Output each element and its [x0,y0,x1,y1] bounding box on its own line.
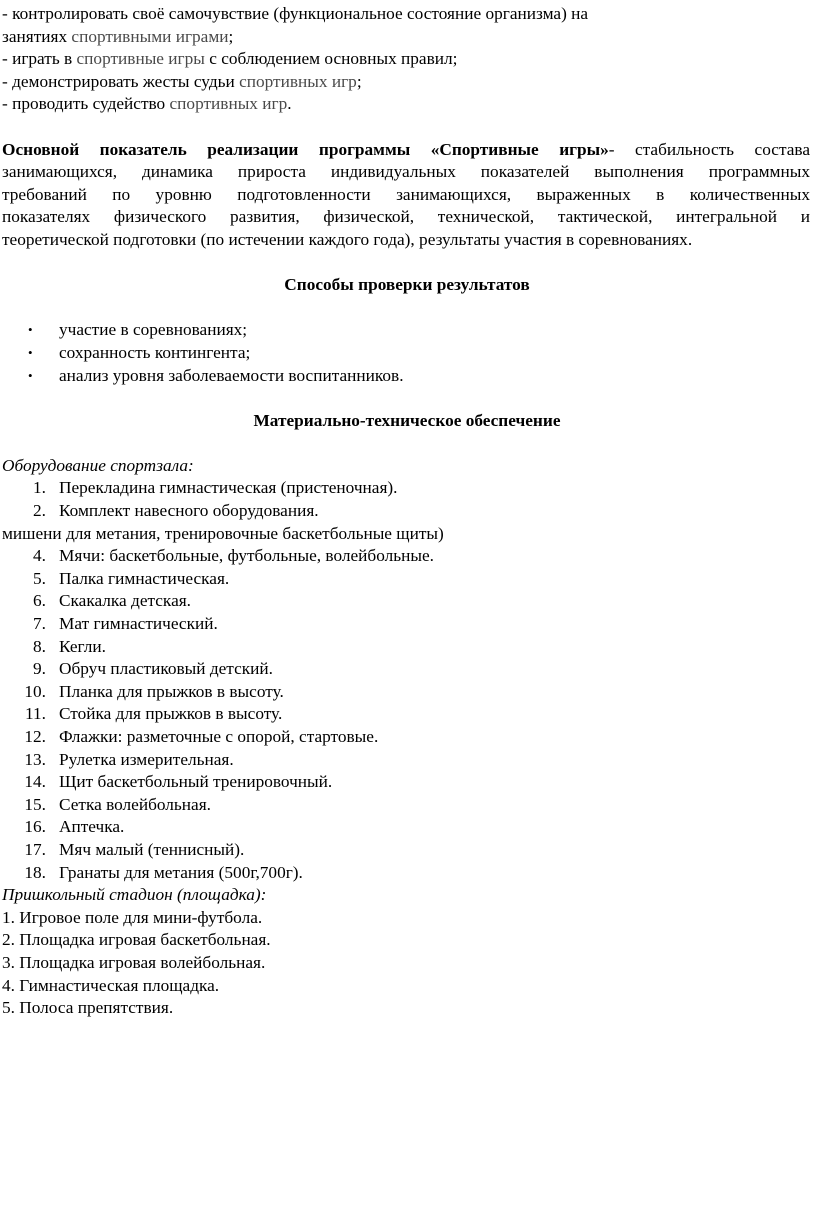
equipment-item [2,545,812,568]
item-text: Рулетка измерительная. [59,749,234,769]
material-heading: Материально-техническое обеспечение [253,410,561,430]
item-text: Мат гимнастический. [59,614,218,634]
equipment-item [2,816,812,839]
indicator-paragraph [2,139,810,252]
item-text: Щит баскетбольный тренировочный. [59,772,333,792]
equipment-item [2,862,812,885]
item-text: Перекладина гимнастическая (пристеночная). [59,478,398,498]
stadium-title: Пришкольный стадион (площадка): [2,885,267,905]
item-text: Флажки: разметочные с опорой, стартовые. [59,727,379,746]
list-item [2,342,812,365]
item-text: Аптечка. [59,817,125,837]
item-text: Гранаты для метания (500г,700г). [59,862,303,882]
indicator-line-4: показателях физического развития, физической, технической, тактической, интегральной и [2,207,810,227]
document-page [2,3,812,1020]
spacer [2,432,812,455]
indicator-bold-lead: Основной показатель реализации программы «Спортивные игры» [2,139,609,159]
item-number: 4. [33,546,46,566]
intro-text: ; [356,71,362,91]
equipment-item [2,839,812,862]
item-number: 9. [33,659,46,679]
intro-text: занятиях [2,26,72,46]
item-number: 13. [24,749,46,769]
indicator-line-5: теоретической подготовки (по истечении каждого года), результаты участия в соревнованиях. [2,229,693,249]
gym-equipment-list-continued [2,545,812,884]
equipment-item [2,636,812,659]
intro-line-1 [2,3,812,26]
spacer [2,387,812,410]
intro-line-2 [2,26,812,49]
list-item-text: участие в соревнованиях; [59,320,248,340]
equipment-item [2,726,812,749]
intro-line-4 [2,71,812,94]
spacer [2,116,812,139]
item-text: Мяч малый (теннисный). [59,839,245,859]
item-text: Скакалка детская. [59,591,192,611]
intro-text: - проводить судейство [2,94,170,114]
equipment-item [2,613,812,636]
indicator-line-2: занимающихся, динамика прироста индивидуальных показателей выполнения программных [2,162,810,182]
item-number: 14. [24,772,46,792]
intro-text: - играть в [2,49,77,69]
intro-line-5 [2,93,812,116]
verification-heading: Способы проверки результатов [284,275,530,295]
item-number: 16. [24,817,46,837]
spacer [2,252,812,275]
equipment-item [2,703,812,726]
list-item-text: анализ уровня заболеваемости воспитанников. [59,365,404,385]
intro-line-3 [2,48,812,71]
item-number: 12. [24,727,46,746]
list-item-text: сохранность контингента; [59,342,251,362]
item-text: Стойка для прыжков в высоту. [59,704,283,724]
equipment-item [2,500,812,523]
spacer [2,297,812,320]
item-number: 7. [33,614,46,634]
item-number: 11. [25,704,46,724]
highlighted-term: спортивные игры [76,49,205,69]
item-text: Обруч пластиковый детский. [59,659,273,679]
equipment-item [2,658,812,681]
highlighted-term: спортивных игр [169,94,288,114]
item-number: 17. [24,839,46,859]
item-number: 15. [24,794,46,814]
item-number: 2. [33,501,46,521]
indicator-line-3: требований по уровню подготовленности занимающихся, выраженных в количественных [2,184,810,204]
bullet-icon: • [28,322,33,338]
item-text: Мячи: баскетбольные, футбольные, волейбольные. [59,546,434,566]
intro-text: с соблюдением основных правил; [204,49,458,69]
stadium-item: 3. Площадка игровая волейбольная. [2,952,266,972]
gym-title: Оборудование спортзала: [2,455,194,475]
equipment-item [2,477,812,500]
gym-equipment-list [2,477,812,522]
item-number: 18. [24,862,46,882]
item-text: Палка гимнастическая. [59,568,230,588]
bullet-icon: • [28,367,33,383]
equipment-item [2,681,812,704]
intro-text: - демонстрировать жесты судьи [2,71,240,91]
item-number: 1. [33,478,46,498]
item-text: Кегли. [59,636,106,656]
item-number: 10. [24,681,46,701]
bullet-icon: • [28,344,33,360]
item-text: Планка для прыжков в высоту. [59,681,284,701]
intro-text: - контролировать своё самочувствие (функциональное состояние организма) на [2,4,589,23]
verification-list [2,319,812,387]
equipment-item [2,568,812,591]
equipment-item [2,794,812,817]
item-text: Сетка волейбольная. [59,794,211,814]
indicator-text: - стабильность состава [608,139,810,159]
equipment-item [2,749,812,772]
item-number: 8. [33,636,46,656]
item-number: 5. [33,568,46,588]
item-text: Комплект навесного оборудования. [59,501,319,521]
equipment-item [2,771,812,794]
indicator-line-1 [2,139,810,162]
equipment-item [2,590,812,613]
stadium-item: 2. Площадка игровая баскетбольная. [2,930,271,950]
highlighted-term: спортивных игр [239,71,357,91]
intro-text: . [287,94,292,114]
stadium-item: 1. Игровое поле для мини-футбола. [2,907,263,927]
list-item [2,319,812,342]
stadium-item: 4. Гимнастическая площадка. [2,975,220,995]
highlighted-term: спортивными играми [71,26,229,46]
stadium-item: 5. Полоса препятствия. [2,998,174,1018]
item-number: 6. [33,591,46,611]
list-item [2,365,812,388]
gym-note: мишени для метания, тренировочные баскетбольные щиты) [2,523,444,543]
intro-text: ; [228,26,234,46]
